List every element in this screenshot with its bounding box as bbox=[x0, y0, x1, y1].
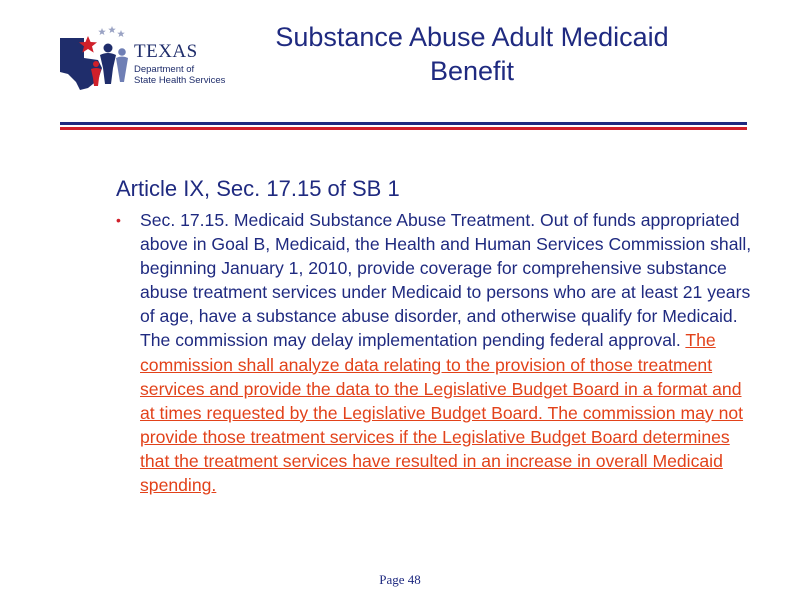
header-rule-blue bbox=[60, 122, 747, 125]
slide-title: Substance Abuse Adult Medicaid Benefit bbox=[275, 22, 669, 86]
texas-dshs-logo bbox=[58, 24, 233, 96]
highlighted-text: The commission shall analyze data relating to the provision of those treatment services and provide the data to the Legislative Budget Board in a format and at times requested by the Legislative Budget Board. The commission may not provide those treatment services if the Legislative Budget Board determines that the treatment services have resulted in an increase in overall Medicaid spending. bbox=[140, 330, 744, 496]
bullet-dot-icon: • bbox=[116, 212, 121, 228]
list-item bbox=[116, 208, 756, 497]
header-rule-red bbox=[60, 127, 747, 130]
section-subheading: Article IX, Sec. 17.15 of SB 1 bbox=[116, 176, 400, 201]
logo-agency-text: State Health Services bbox=[134, 75, 226, 86]
bullet-list bbox=[116, 208, 756, 497]
logo-department-text: Department of bbox=[134, 64, 195, 75]
texas-map-stars-icon bbox=[58, 24, 136, 96]
page-number: Page 48 bbox=[379, 572, 421, 587]
bullet-text: Sec. 17.15. Medicaid Substance Abuse Treatment. Out of funds appropriated above in Goal B, Medicaid, the Health and Human Services Commission shall, beginning January 1, 2010, provide coverage for comprehensive substance abuse treatment services under Medicaid to persons who are at least 21 years of age, have a substance abuse disorder, and otherwise qualify for Medicaid. The commission may delay implementation pending federal approval. bbox=[140, 210, 752, 351]
logo-wordmark: TEXAS bbox=[134, 41, 198, 62]
